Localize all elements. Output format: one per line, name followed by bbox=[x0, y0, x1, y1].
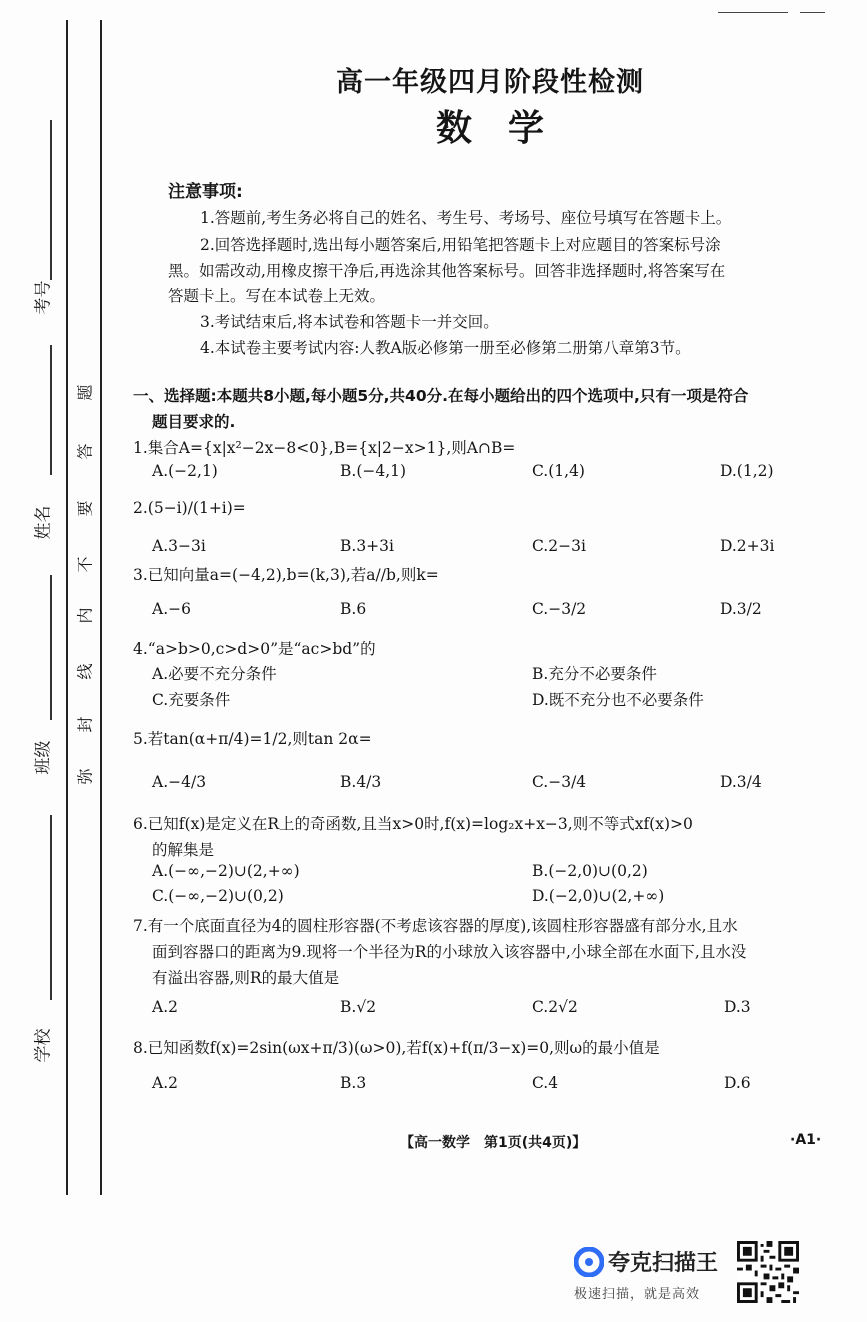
option: C.4 bbox=[532, 1074, 559, 1092]
exam-title: 高一年级四月阶段性检测 bbox=[336, 67, 644, 98]
notice-line: 3.考试结束后,将本试卷和答题卡一并交回。 bbox=[200, 313, 499, 331]
notice-line: 4.本试卷主要考试内容:人教A版必修第一册至必修第二册第八章第3节。 bbox=[200, 339, 691, 357]
notice-line: 2.回答选择题时,选出每小题答案后,用铅笔把答题卡上对应题目的答案标号涂 bbox=[200, 236, 721, 254]
seal-char: 不 bbox=[75, 556, 95, 573]
question-stem: 4.“a>b>0,c>d>0”是“ac>bd”的 bbox=[133, 640, 376, 658]
option: A.−4/3 bbox=[152, 773, 207, 791]
option: A.3−3i bbox=[152, 537, 206, 555]
option: B.6 bbox=[340, 600, 367, 618]
option: C.(1,4) bbox=[532, 462, 585, 480]
option: B.(−2,0)∪(0,2) bbox=[532, 862, 648, 880]
seal-char: 要 bbox=[75, 500, 95, 517]
question-stem: 5.若tan(α+π/4)=1/2,则tan 2α= bbox=[133, 730, 372, 748]
option: C.充要条件 bbox=[152, 691, 231, 709]
question-stem-cont: 的解集是 bbox=[152, 841, 215, 859]
option: C.2−3i bbox=[532, 537, 586, 555]
scanner-logo-icon bbox=[574, 1247, 604, 1277]
option: A.2 bbox=[152, 998, 178, 1016]
option: D.(1,2) bbox=[720, 462, 774, 480]
option: C.−3/4 bbox=[532, 773, 587, 791]
section-heading: 一、选择题:本题共8小题,每小题5分,共40分.在每小题给出的四个选项中,只有一项是符合 bbox=[133, 387, 749, 405]
option: A.−6 bbox=[152, 600, 191, 618]
question-stem: 6.已知f(x)是定义在R上的奇函数,且当x>0时,f(x)=log₂x+x−3,则不等式xf(x)>0 bbox=[133, 815, 693, 833]
side-label-school: 学校 bbox=[33, 1028, 54, 1063]
scanner-slogan: 极速扫描，就是高效 bbox=[574, 1287, 701, 1302]
notice-line: 答题卡上。写在本试卷上无效。 bbox=[168, 287, 386, 305]
side-label-class: 班级 bbox=[33, 740, 54, 775]
option: C.(−∞,−2)∪(0,2) bbox=[152, 887, 284, 905]
option: D.(−2,0)∪(2,+∞) bbox=[532, 887, 665, 905]
question-stem: 1.集合A={x|x²−2x−8<0},B={x|2−x>1},则A∩B= bbox=[133, 439, 516, 457]
blank-line-name bbox=[50, 345, 52, 475]
seal-char: 答 bbox=[75, 443, 95, 460]
option: D.既不充分也不必要条件 bbox=[532, 691, 704, 709]
side-label-exam-number: 考号 bbox=[33, 280, 54, 315]
seal-char: 封 bbox=[75, 716, 95, 733]
option: A.2 bbox=[152, 1074, 178, 1092]
option: B.√2 bbox=[340, 998, 377, 1016]
seal-char: 线 bbox=[75, 663, 95, 680]
question-stem: 2.(5−i)/(1+i)= bbox=[133, 499, 246, 517]
page-footer: 【高一数学 第1页(共4页)】 bbox=[400, 1135, 587, 1151]
option: D.6 bbox=[724, 1074, 751, 1092]
scanner-brand: 夸克扫描王 bbox=[608, 1251, 719, 1276]
section-heading-cont: 题目要求的. bbox=[152, 413, 236, 431]
option: D.3/2 bbox=[720, 600, 762, 618]
subject-title: 数 学 bbox=[435, 107, 544, 149]
margin-line-left bbox=[66, 20, 68, 1195]
option: A.(−2,1) bbox=[152, 462, 218, 480]
option: C.−3/2 bbox=[532, 600, 587, 618]
option: A.(−∞,−2)∪(2,+∞) bbox=[152, 862, 300, 880]
question-stem: 7.有一个底面直径为4的圆柱形容器(不考虑该容器的厚度),该圆柱形容器盛有部分水,且水 bbox=[133, 917, 738, 935]
option: D.3/4 bbox=[720, 773, 762, 791]
option: C.2√2 bbox=[532, 998, 578, 1016]
notice-heading: 注意事项: bbox=[168, 182, 243, 202]
option: B.充分不必要条件 bbox=[532, 665, 657, 683]
question-stem-cont: 面到容器口的距离为9.现将一个半径为R的小球放入该容器中,小球全部在水面下,且水没 bbox=[152, 943, 747, 961]
option: B.(−4,1) bbox=[340, 462, 407, 480]
seal-char: 题 bbox=[75, 384, 95, 401]
option: B.4/3 bbox=[340, 773, 382, 791]
qr-code-icon bbox=[737, 1241, 799, 1303]
option: A.必要不充分条件 bbox=[152, 665, 277, 683]
blank-line-school bbox=[50, 815, 52, 1000]
blank-line-class bbox=[50, 575, 52, 720]
option: D.3 bbox=[724, 998, 751, 1016]
option: D.2+3i bbox=[720, 537, 775, 555]
seal-char: 内 bbox=[75, 607, 95, 624]
question-stem-cont: 有溢出容器,则R的最大值是 bbox=[152, 969, 340, 987]
top-rule-short bbox=[800, 12, 825, 13]
notice-line: 1.答题前,考生务必将自己的姓名、考生号、考场号、座位号填写在答题卡上。 bbox=[200, 209, 732, 227]
margin-line-right bbox=[100, 20, 102, 1195]
notice-line: 黑。如需改动,用橡皮擦干净后,再选涂其他答案标号。回答非选择题时,将答案写在 bbox=[168, 262, 726, 280]
paper-code: ·A1· bbox=[790, 1132, 822, 1148]
question-stem: 8.已知函数f(x)=2sin(ωx+π/3)(ω>0),若f(x)+f(π/3−x)=0,则ω的最小值是 bbox=[133, 1039, 660, 1057]
seal-char: 弥 bbox=[75, 768, 95, 785]
option: B.3+3i bbox=[340, 537, 394, 555]
side-label-name: 姓名 bbox=[33, 505, 54, 540]
top-rule bbox=[718, 12, 788, 13]
option: B.3 bbox=[340, 1074, 367, 1092]
question-stem: 3.已知向量a=(−4,2),b=(k,3),若a//b,则k= bbox=[133, 566, 439, 584]
